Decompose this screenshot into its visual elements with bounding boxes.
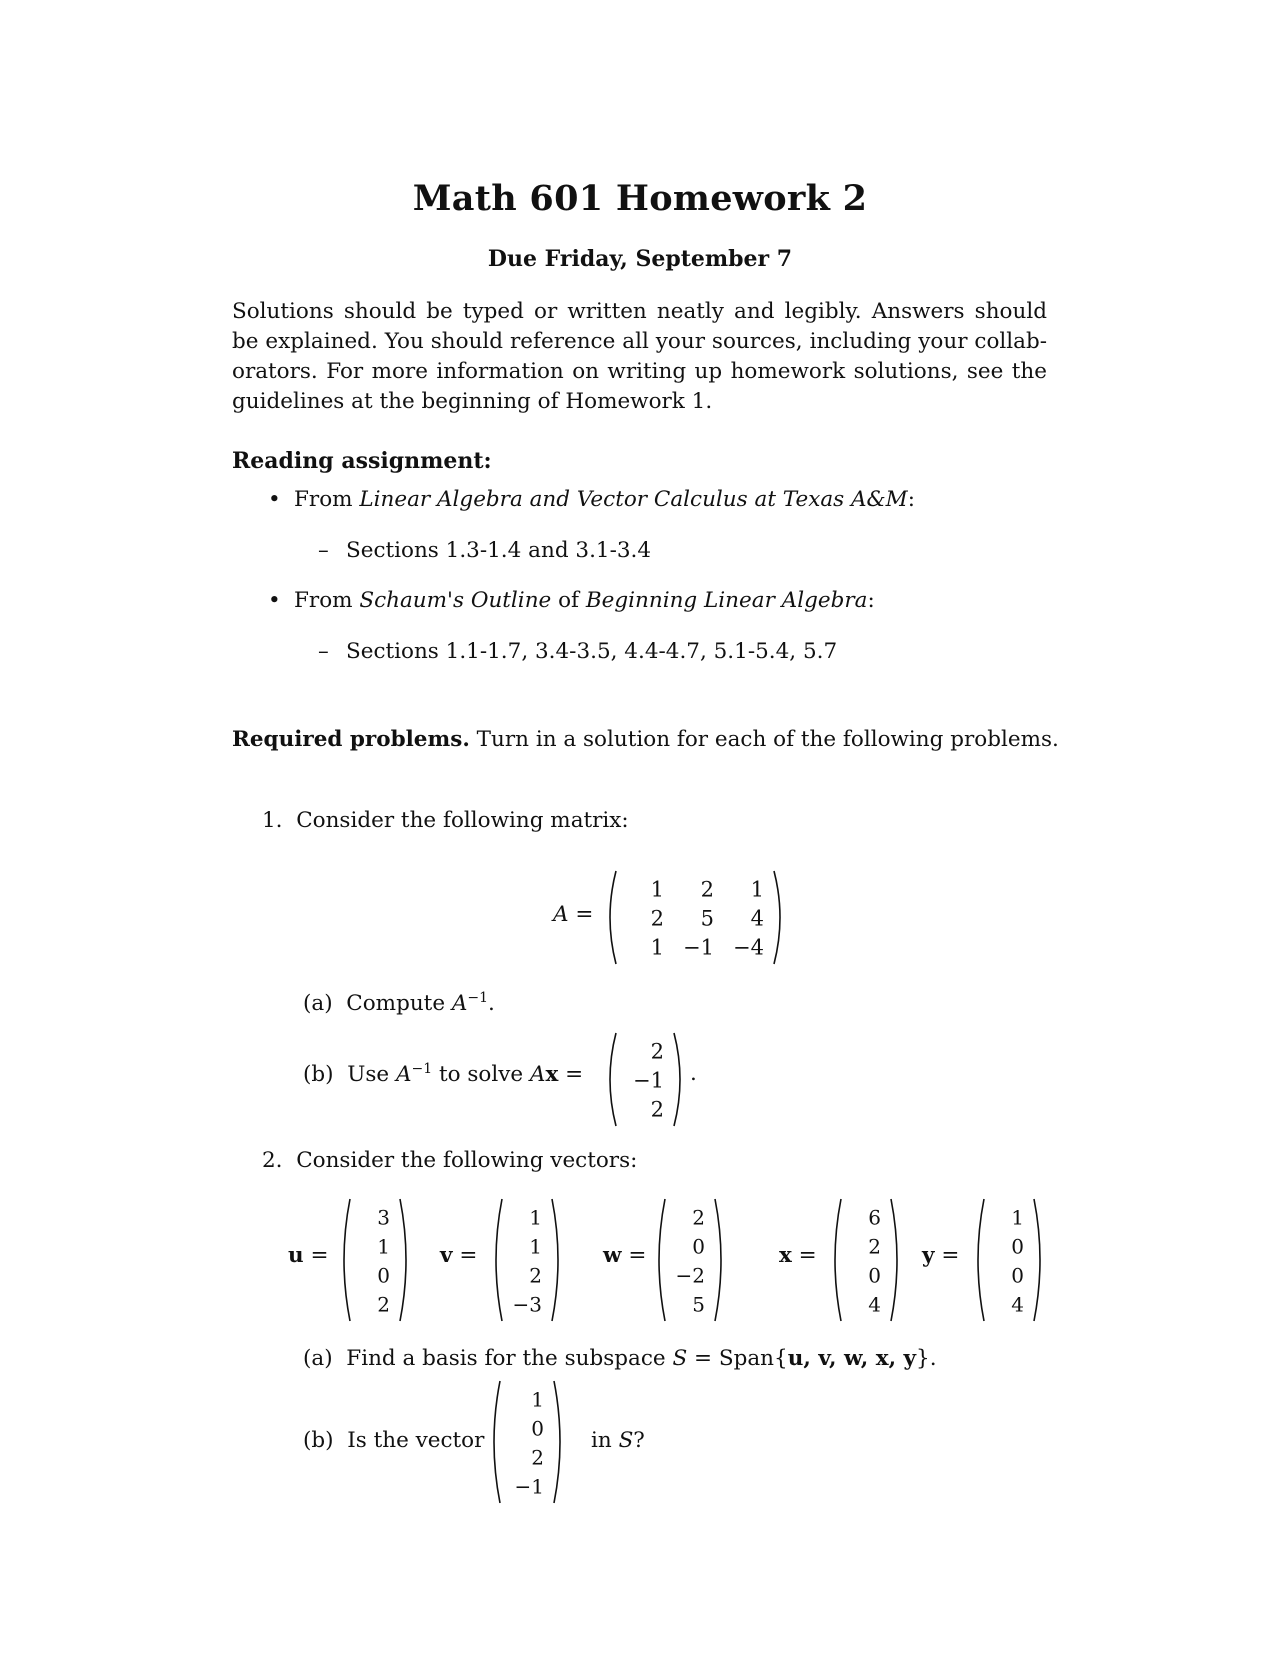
part-text: Use xyxy=(347,1062,396,1088)
matrix-entry: 5 xyxy=(700,906,714,931)
part-text: to solve xyxy=(432,1062,530,1088)
problem-number: 1. xyxy=(262,808,283,833)
symbol: S xyxy=(618,1428,634,1453)
reading-item xyxy=(268,588,875,613)
matrix-entry: 6 xyxy=(868,1205,881,1230)
punct: }. xyxy=(916,1346,937,1371)
required-heading: Required problems. xyxy=(232,727,470,752)
matrix-entry: −4 xyxy=(733,935,764,960)
left-paren xyxy=(659,1199,665,1321)
matrix-entry: 2 xyxy=(650,906,664,931)
symbol: S xyxy=(672,1346,688,1371)
intro-line: orators. For more information on writing up homework solutions, see the xyxy=(232,359,1047,384)
left-paren xyxy=(496,1199,502,1321)
matrix-label xyxy=(553,902,593,927)
part-text: in xyxy=(591,1428,619,1453)
vector-name: w xyxy=(603,1243,622,1268)
problem-2a xyxy=(303,1346,937,1371)
vector-label xyxy=(603,1243,646,1268)
part-text: Is the vector xyxy=(347,1428,485,1453)
matrix-entry: 1 xyxy=(650,877,664,902)
matrix-entry: 4 xyxy=(868,1292,881,1317)
due-date: Due Friday, September 7 xyxy=(487,246,793,272)
matrix-entry: 1 xyxy=(377,1234,390,1259)
bullet-marker: • xyxy=(268,588,281,613)
matrix-entry: 2 xyxy=(650,1097,664,1122)
matrix-entry: −3 xyxy=(512,1292,542,1317)
matrix-entry: 4 xyxy=(1011,1292,1024,1317)
reading-mid: of xyxy=(551,588,586,613)
right-paren xyxy=(1034,1199,1040,1321)
reading-suffix: : xyxy=(867,588,875,613)
reading-suffix: : xyxy=(907,487,915,512)
left-paren xyxy=(835,1199,841,1321)
reading-item xyxy=(268,487,915,512)
matrix-entry: −1 xyxy=(633,1068,664,1093)
required-problems xyxy=(232,727,1059,752)
vector-label xyxy=(922,1243,959,1268)
reading-prefix: From xyxy=(294,588,360,613)
vector-x xyxy=(829,1196,903,1324)
equals-sign: = xyxy=(575,902,594,927)
part-label: (a) xyxy=(303,991,333,1017)
symbol: A xyxy=(451,991,468,1017)
punct: . xyxy=(488,991,495,1017)
problem-1a xyxy=(303,990,495,1016)
reading-sections xyxy=(318,639,837,664)
left-paren xyxy=(610,871,616,964)
problem-1b xyxy=(303,1061,583,1087)
matrix-entry: 1 xyxy=(531,1387,544,1412)
right-paren xyxy=(891,1199,897,1321)
equals-sign: = xyxy=(558,1062,584,1088)
vector-list: u, v, w, x, y xyxy=(787,1346,917,1371)
vector-label xyxy=(288,1243,329,1268)
problem-2 xyxy=(262,1148,637,1173)
vector-w xyxy=(653,1196,727,1324)
matrix-entry: 2 xyxy=(377,1292,390,1317)
equals-sign: = xyxy=(934,1243,960,1268)
right-paren xyxy=(554,1381,560,1503)
left-paren xyxy=(344,1199,350,1321)
sections-text: Sections 1.1-1.7, 3.4-3.5, 4.4-4.7, 5.1-5.4, 5.7 xyxy=(346,639,838,664)
intro-line: be explained. You should reference all your sources, including your collab- xyxy=(232,329,1047,354)
book-title: Linear Algebra and Vector Calculus at Texas A&M xyxy=(359,487,908,512)
dash-marker: – xyxy=(318,639,329,664)
vector-b xyxy=(604,1030,686,1129)
reading-prefix: From xyxy=(294,487,360,512)
equals-sign: = xyxy=(303,1243,329,1268)
matrix-entry: 0 xyxy=(868,1263,881,1288)
matrix-entry: 2 xyxy=(650,1039,664,1064)
matrix-entry: −1 xyxy=(514,1474,544,1499)
right-paren xyxy=(774,871,780,964)
vector-query xyxy=(488,1378,566,1506)
superscript: −1 xyxy=(467,990,489,1006)
equals-sign: = xyxy=(452,1243,478,1268)
superscript: −1 xyxy=(411,1061,433,1077)
vector-label xyxy=(440,1243,477,1268)
book-title: Beginning Linear Algebra xyxy=(585,588,868,613)
matrix-entry: 1 xyxy=(529,1234,542,1259)
right-paren xyxy=(715,1199,721,1321)
reading-sections xyxy=(318,538,651,563)
vector-u xyxy=(338,1196,412,1324)
matrix-entry: 4 xyxy=(750,906,764,931)
part-text: Compute xyxy=(346,991,452,1017)
intro-line: Solutions should be typed or written neatly and legibly. Answers should xyxy=(232,299,1047,324)
part-text: = Span{ xyxy=(687,1346,788,1371)
right-paren xyxy=(400,1199,406,1321)
matrix-A xyxy=(604,868,786,967)
left-paren xyxy=(978,1199,984,1321)
matrix-entry: 0 xyxy=(1011,1263,1024,1288)
matrix-entry: 0 xyxy=(531,1416,544,1441)
matrix-entry: 5 xyxy=(692,1292,705,1317)
problem-text: Consider the following matrix: xyxy=(296,808,629,833)
matrix-entry: −1 xyxy=(683,935,714,960)
matrix-entry: 0 xyxy=(377,1263,390,1288)
matrix-entry: 2 xyxy=(531,1445,544,1470)
punct: . xyxy=(690,1061,697,1086)
dash-marker: – xyxy=(318,538,329,563)
vector-name: x xyxy=(779,1243,792,1268)
bullet-marker: • xyxy=(268,487,281,512)
punct: ? xyxy=(633,1428,645,1453)
equals-sign: = xyxy=(621,1243,647,1268)
part-label: (a) xyxy=(303,1346,333,1371)
vector-name: v xyxy=(440,1243,453,1268)
symbol: A xyxy=(529,1062,546,1088)
symbol: A xyxy=(395,1062,412,1088)
matrix-entry: 0 xyxy=(692,1234,705,1259)
matrix-entry: 2 xyxy=(700,877,714,902)
vector-y xyxy=(972,1196,1046,1324)
page-title: Math 601 Homework 2 xyxy=(412,178,868,219)
part-label: (b) xyxy=(303,1062,334,1088)
vector-name: y xyxy=(922,1243,935,1268)
right-paren xyxy=(674,1033,680,1126)
left-paren xyxy=(610,1033,616,1126)
part-label: (b) xyxy=(303,1428,334,1453)
matrix-entry: −2 xyxy=(675,1263,705,1288)
part-text: Find a basis for the subspace xyxy=(346,1346,673,1371)
matrix-entry: 2 xyxy=(692,1205,705,1230)
equals-sign: = xyxy=(791,1243,817,1268)
left-paren xyxy=(494,1381,500,1503)
vector-v xyxy=(490,1196,564,1324)
problem-2b-tail xyxy=(591,1428,645,1453)
problem-text: Consider the following vectors: xyxy=(296,1148,638,1173)
sections-text: Sections 1.3-1.4 and 3.1-3.4 xyxy=(346,538,652,563)
vector-name: u xyxy=(288,1243,304,1268)
matrix-entry: 2 xyxy=(868,1234,881,1259)
matrix-name: A xyxy=(553,902,569,927)
vector-symbol: x xyxy=(545,1062,559,1088)
matrix-entry: 0 xyxy=(1011,1234,1024,1259)
intro-paragraph xyxy=(232,297,1047,417)
problem-number: 2. xyxy=(262,1148,283,1173)
right-paren xyxy=(552,1199,558,1321)
problem-2b xyxy=(303,1428,484,1453)
reading-heading: Reading assignment: xyxy=(232,448,492,474)
problem-1 xyxy=(262,808,629,833)
matrix-entry: 1 xyxy=(529,1205,542,1230)
required-text: Turn in a solution for each of the following problems. xyxy=(476,727,1059,752)
matrix-entry: 3 xyxy=(377,1205,390,1230)
matrix-entry: 1 xyxy=(1011,1205,1024,1230)
matrix-entry: 2 xyxy=(529,1263,542,1288)
book-title: Schaum's Outline xyxy=(359,588,552,613)
vector-label xyxy=(779,1243,817,1268)
intro-line: guidelines at the beginning of Homework 1. xyxy=(232,389,713,414)
matrix-entry: 1 xyxy=(750,877,764,902)
vector-row xyxy=(0,1196,1280,1326)
matrix-entry: 1 xyxy=(650,935,664,960)
